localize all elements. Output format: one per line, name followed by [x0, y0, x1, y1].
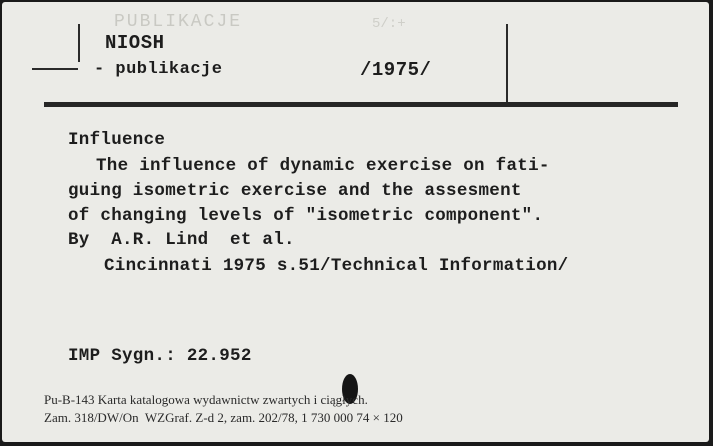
header-rule: [44, 102, 678, 107]
entry-line-2: The influence of dynamic exercise on fati-: [96, 156, 550, 176]
entry-line-6: Cincinnati 1975 s.51/Technical Information/: [104, 256, 569, 276]
entry-line-4: of changing levels of "isometric component".: [68, 206, 544, 226]
footer-line-2: Zam. 318/DW/On WZGraf. Z-d 2, zam. 202/78, 1 730 000 74 × 120: [44, 410, 403, 425]
header-number: /1975/: [360, 59, 432, 81]
header-publication: - publikacje: [94, 60, 223, 79]
footer-line-1: Pu-B-143 Karta katalogowa wydawnictw zwartych i ciągłych.: [44, 392, 368, 407]
entry-line-1: Influence: [68, 130, 166, 150]
signature: IMP Sygn.: 22.952: [68, 346, 252, 366]
header-left-vertical-line: [78, 24, 80, 62]
header-left-horizontal-line: [32, 68, 78, 70]
ghost-mark: 5/:+: [372, 16, 406, 32]
header-right-vertical-line: [506, 24, 508, 102]
ghost-print: PUBLIKACJE: [114, 12, 243, 32]
catalog-card: [2, 2, 709, 442]
entry-line-5: By A.R. Lind et al.: [68, 230, 295, 250]
entry-line-3: guing isometric exercise and the assesment: [68, 181, 522, 201]
header-organization: NIOSH: [105, 32, 165, 54]
